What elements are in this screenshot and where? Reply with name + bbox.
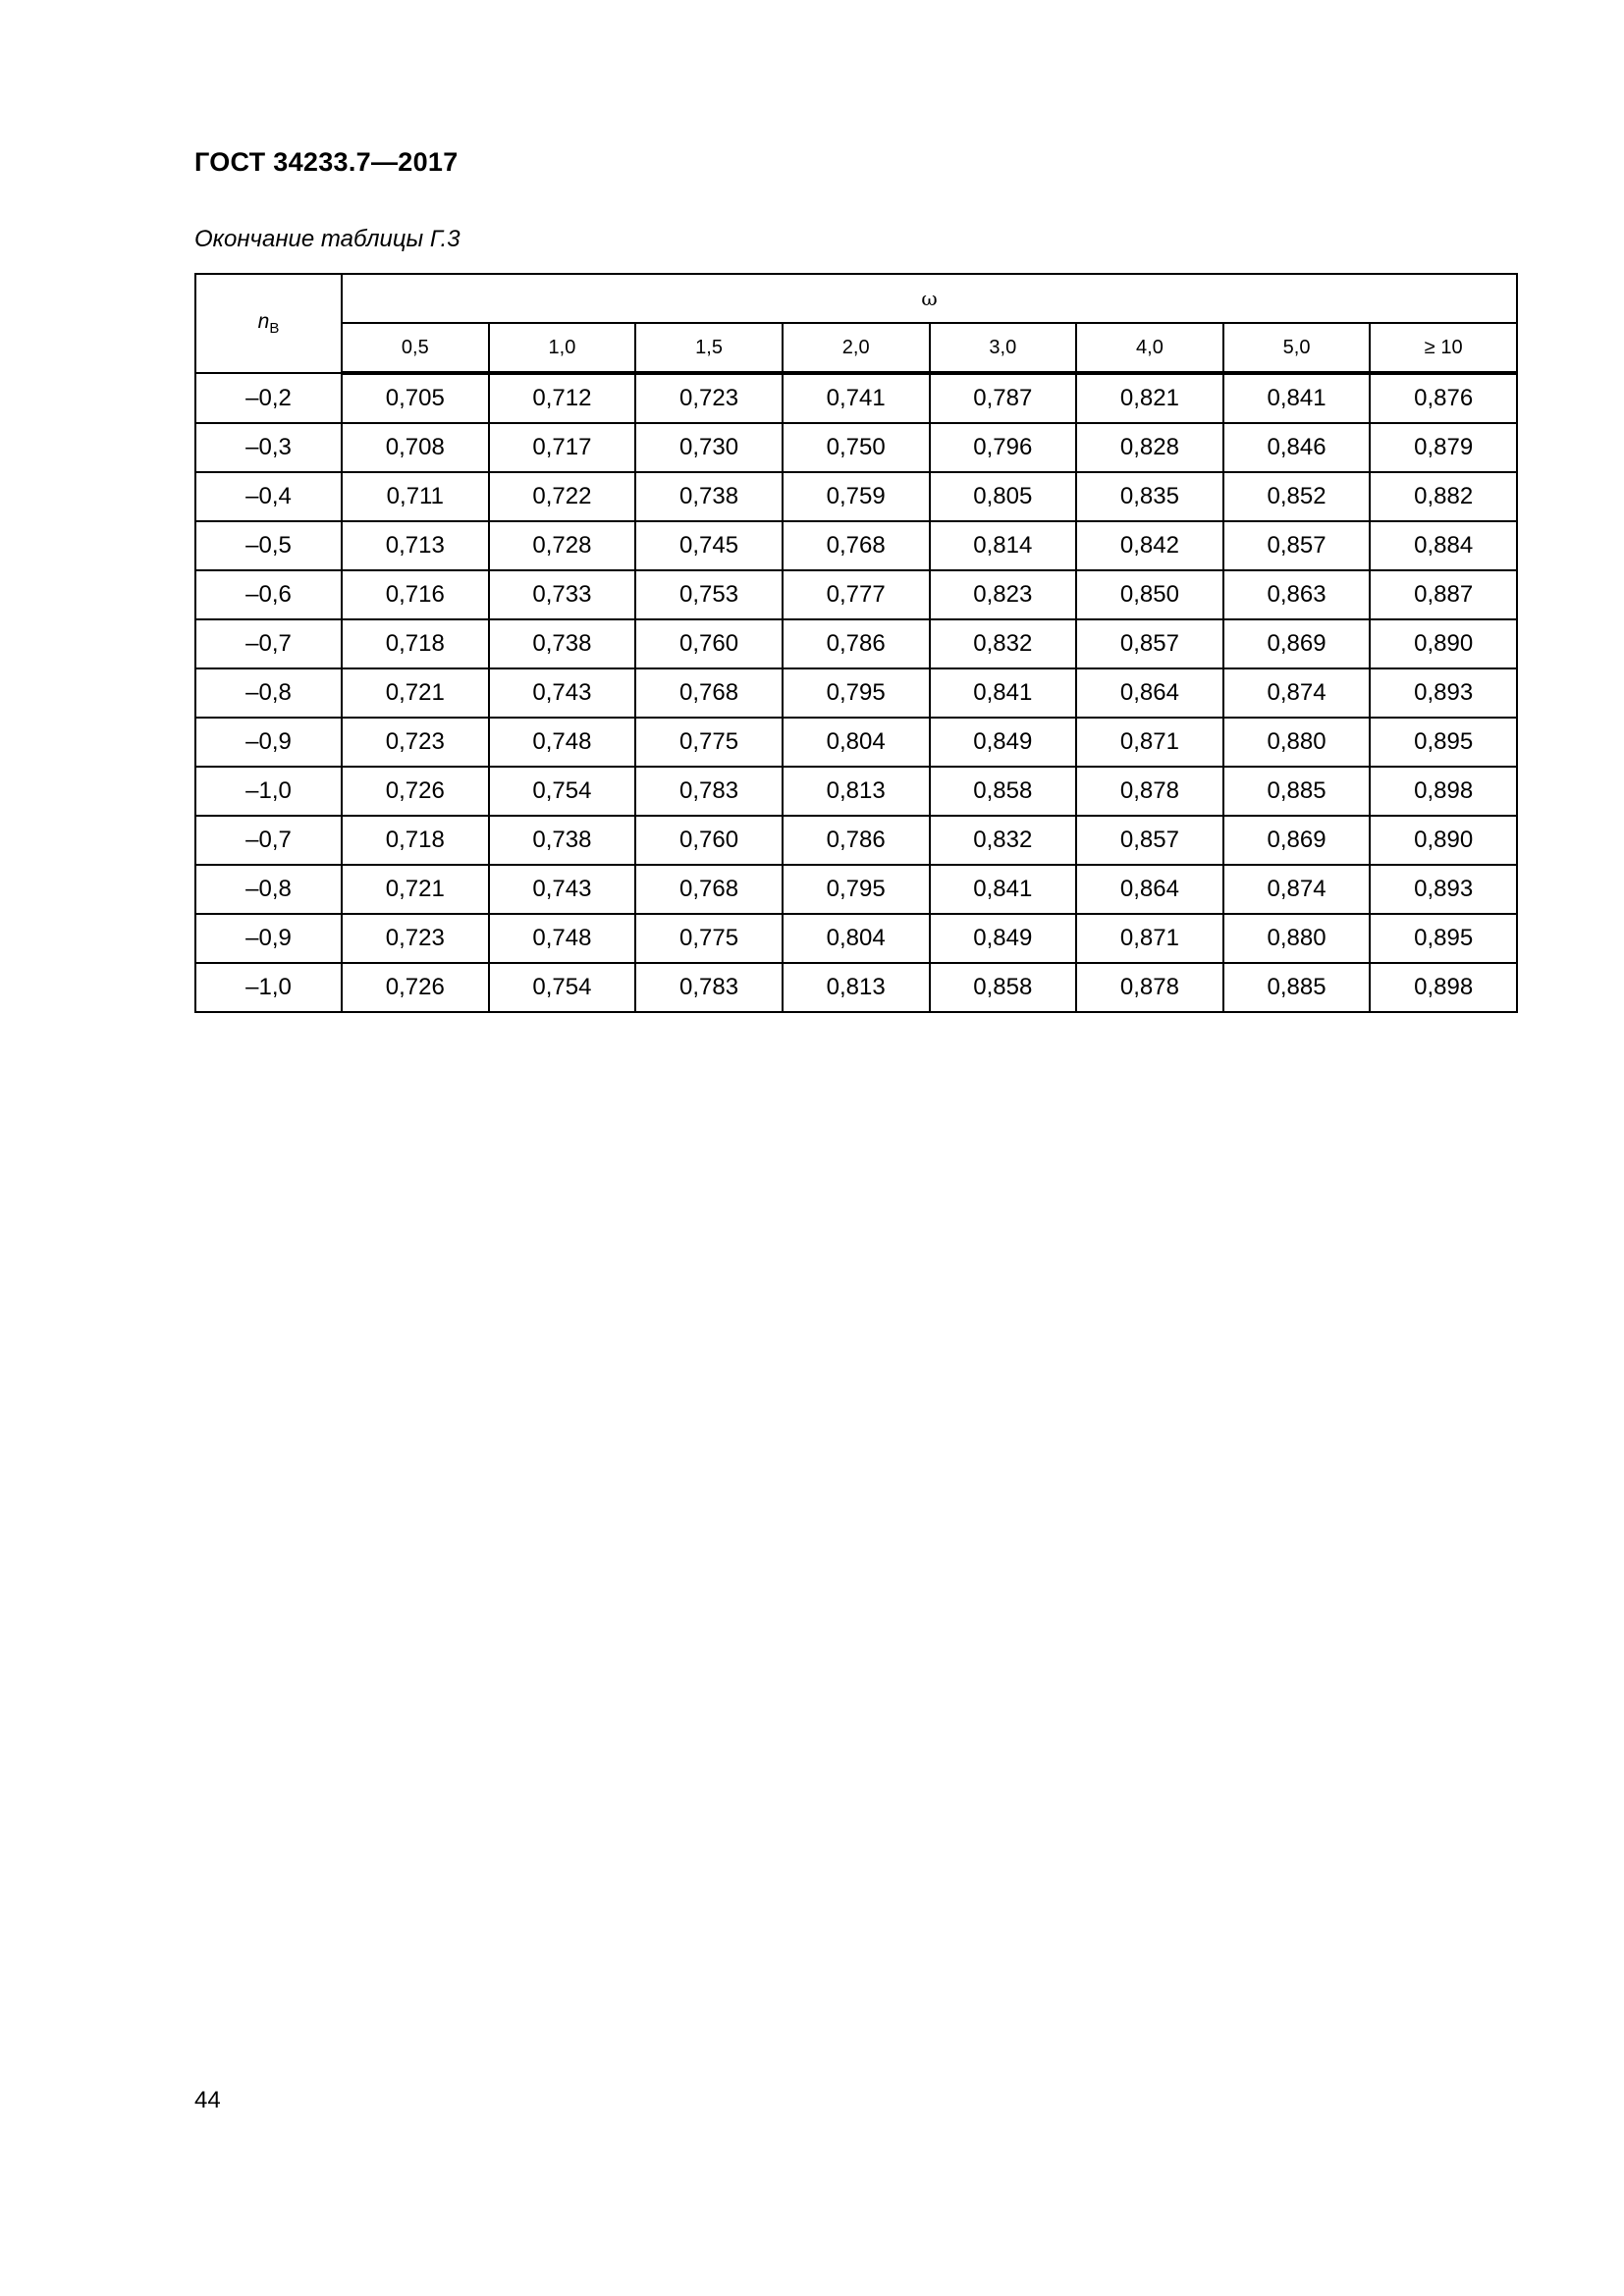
table-cell: 0,871: [1076, 718, 1223, 767]
table-cell: 0,864: [1076, 865, 1223, 914]
table-cell: 0,760: [635, 816, 783, 865]
page-number: 44: [194, 2087, 221, 2113]
table-cell: 0,750: [783, 423, 930, 472]
table-cell: 0,787: [930, 373, 1077, 423]
table-cell: 0,846: [1223, 423, 1371, 472]
column-header: 5,0: [1223, 323, 1371, 373]
table-row: [195, 373, 1517, 423]
table-row: [195, 570, 1517, 619]
table-cell: 0,754: [489, 767, 636, 816]
table-cell: 0,768: [635, 865, 783, 914]
table-body: [195, 373, 1517, 1012]
table-cell: 0,804: [783, 914, 930, 963]
table-cell: 0,741: [783, 373, 930, 423]
table-cell: 0,864: [1076, 668, 1223, 718]
table-row: [195, 816, 1517, 865]
table-cell: 0,723: [342, 914, 489, 963]
column-header: ≥ 10: [1370, 323, 1517, 373]
row-label: –0,8: [195, 865, 342, 914]
table-cell: 0,805: [930, 472, 1077, 521]
table-cell: 0,832: [930, 619, 1077, 668]
table-cell: 0,721: [342, 865, 489, 914]
table-cell: 0,775: [635, 914, 783, 963]
table-cell: 0,726: [342, 963, 489, 1012]
table-cell: 0,858: [930, 963, 1077, 1012]
table-cell: 0,716: [342, 570, 489, 619]
table-cell: 0,869: [1223, 619, 1371, 668]
row-label: –1,0: [195, 767, 342, 816]
row-label: –0,8: [195, 668, 342, 718]
table-cell: 0,717: [489, 423, 636, 472]
table-cell: 0,841: [930, 668, 1077, 718]
coefficient-table: [194, 273, 1518, 1013]
table-cell: 0,852: [1223, 472, 1371, 521]
table-cell: 0,879: [1370, 423, 1517, 472]
table-cell: 0,721: [342, 668, 489, 718]
table-cell: 0,890: [1370, 816, 1517, 865]
table-cell: 0,857: [1223, 521, 1371, 570]
column-header: 3,0: [930, 323, 1077, 373]
table-cell: 0,743: [489, 668, 636, 718]
table-cell: 0,775: [635, 718, 783, 767]
table-cell: 0,871: [1076, 914, 1223, 963]
param-header-subscript: В: [269, 320, 280, 338]
header-row-group: [195, 274, 1517, 323]
table-cell: 0,745: [635, 521, 783, 570]
table-cell: 0,795: [783, 865, 930, 914]
table-cell: 0,748: [489, 914, 636, 963]
table-cell: 0,783: [635, 963, 783, 1012]
table-cell: 0,813: [783, 767, 930, 816]
table-cell: 0,880: [1223, 914, 1371, 963]
table-cell: 0,884: [1370, 521, 1517, 570]
table-row: [195, 914, 1517, 963]
table-cell: 0,821: [1076, 373, 1223, 423]
table-cell: 0,882: [1370, 472, 1517, 521]
table-cell: 0,786: [783, 619, 930, 668]
table-cell: 0,813: [783, 963, 930, 1012]
table-cell: 0,850: [1076, 570, 1223, 619]
table-cell: 0,753: [635, 570, 783, 619]
table-cell: 0,841: [1223, 373, 1371, 423]
param-header-symbol: n: [257, 309, 270, 333]
table-cell: 0,733: [489, 570, 636, 619]
table-cell: 0,890: [1370, 619, 1517, 668]
table-cell: 0,713: [342, 521, 489, 570]
document-header: ГОСТ 34233.7—2017: [194, 147, 459, 177]
table-row: [195, 718, 1517, 767]
table-cell: 0,880: [1223, 718, 1371, 767]
table-cell: 0,885: [1223, 963, 1371, 1012]
table-cell: 0,898: [1370, 963, 1517, 1012]
table-cell: 0,878: [1076, 963, 1223, 1012]
table-cell: 0,814: [930, 521, 1077, 570]
table-cell: 0,738: [635, 472, 783, 521]
table-cell: 0,777: [783, 570, 930, 619]
table-row: [195, 619, 1517, 668]
table-row: [195, 423, 1517, 472]
header-row-columns: [195, 323, 1517, 373]
table-cell: 0,832: [930, 816, 1077, 865]
table-cell: 0,723: [635, 373, 783, 423]
table-cell: 0,885: [1223, 767, 1371, 816]
table-cell: 0,768: [635, 668, 783, 718]
table-cell: 0,738: [489, 816, 636, 865]
table-cell: 0,748: [489, 718, 636, 767]
table-cell: 0,743: [489, 865, 636, 914]
table-cell: 0,754: [489, 963, 636, 1012]
row-label: –0,5: [195, 521, 342, 570]
table-cell: 0,786: [783, 816, 930, 865]
row-label: –0,9: [195, 718, 342, 767]
table-cell: 0,835: [1076, 472, 1223, 521]
table-cell: 0,869: [1223, 816, 1371, 865]
param-header: [195, 274, 342, 373]
row-label: –1,0: [195, 963, 342, 1012]
row-label: –0,6: [195, 570, 342, 619]
table-cell: 0,708: [342, 423, 489, 472]
table-cell: 0,795: [783, 668, 930, 718]
row-label: –0,2: [195, 373, 342, 423]
table-cell: 0,728: [489, 521, 636, 570]
row-label: –0,7: [195, 619, 342, 668]
table-cell: 0,768: [783, 521, 930, 570]
table-cell: 0,796: [930, 423, 1077, 472]
table-cell: 0,711: [342, 472, 489, 521]
table-cell: 0,874: [1223, 668, 1371, 718]
table-cell: 0,712: [489, 373, 636, 423]
table-row: [195, 865, 1517, 914]
table-cell: 0,895: [1370, 914, 1517, 963]
table-cell: 0,898: [1370, 767, 1517, 816]
table-cell: 0,893: [1370, 668, 1517, 718]
table-cell: 0,722: [489, 472, 636, 521]
table-row: [195, 668, 1517, 718]
row-label: –0,9: [195, 914, 342, 963]
table-cell: 0,718: [342, 816, 489, 865]
row-label: –0,4: [195, 472, 342, 521]
row-label: –0,7: [195, 816, 342, 865]
table-cell: 0,863: [1223, 570, 1371, 619]
table-row: [195, 963, 1517, 1012]
table-cell: 0,857: [1076, 816, 1223, 865]
table-cell: 0,858: [930, 767, 1077, 816]
table-cell: 0,804: [783, 718, 930, 767]
table-cell: 0,895: [1370, 718, 1517, 767]
column-header: 1,5: [635, 323, 783, 373]
table-row: [195, 472, 1517, 521]
table-row: [195, 521, 1517, 570]
table-cell: 0,726: [342, 767, 489, 816]
table-cell: 0,705: [342, 373, 489, 423]
table-cell: 0,823: [930, 570, 1077, 619]
table-cell: 0,842: [1076, 521, 1223, 570]
table-cell: 0,759: [783, 472, 930, 521]
table-cell: 0,760: [635, 619, 783, 668]
table-cell: 0,887: [1370, 570, 1517, 619]
omega-group-header: ω: [342, 274, 1517, 323]
column-header: 0,5: [342, 323, 489, 373]
table-cell: 0,738: [489, 619, 636, 668]
row-label: –0,3: [195, 423, 342, 472]
column-header: 2,0: [783, 323, 930, 373]
table-cell: 0,828: [1076, 423, 1223, 472]
table-row: [195, 767, 1517, 816]
table-cell: 0,783: [635, 767, 783, 816]
table-cell: 0,723: [342, 718, 489, 767]
table-cell: 0,718: [342, 619, 489, 668]
table-cell: 0,874: [1223, 865, 1371, 914]
table-cell: 0,849: [930, 718, 1077, 767]
column-header: 1,0: [489, 323, 636, 373]
table-caption: Окончание таблицы Г.3: [194, 226, 460, 252]
column-header: 4,0: [1076, 323, 1223, 373]
table-cell: 0,730: [635, 423, 783, 472]
table-cell: 0,857: [1076, 619, 1223, 668]
table-cell: 0,878: [1076, 767, 1223, 816]
table-cell: 0,893: [1370, 865, 1517, 914]
table-cell: 0,841: [930, 865, 1077, 914]
table-cell: 0,876: [1370, 373, 1517, 423]
table-cell: 0,849: [930, 914, 1077, 963]
